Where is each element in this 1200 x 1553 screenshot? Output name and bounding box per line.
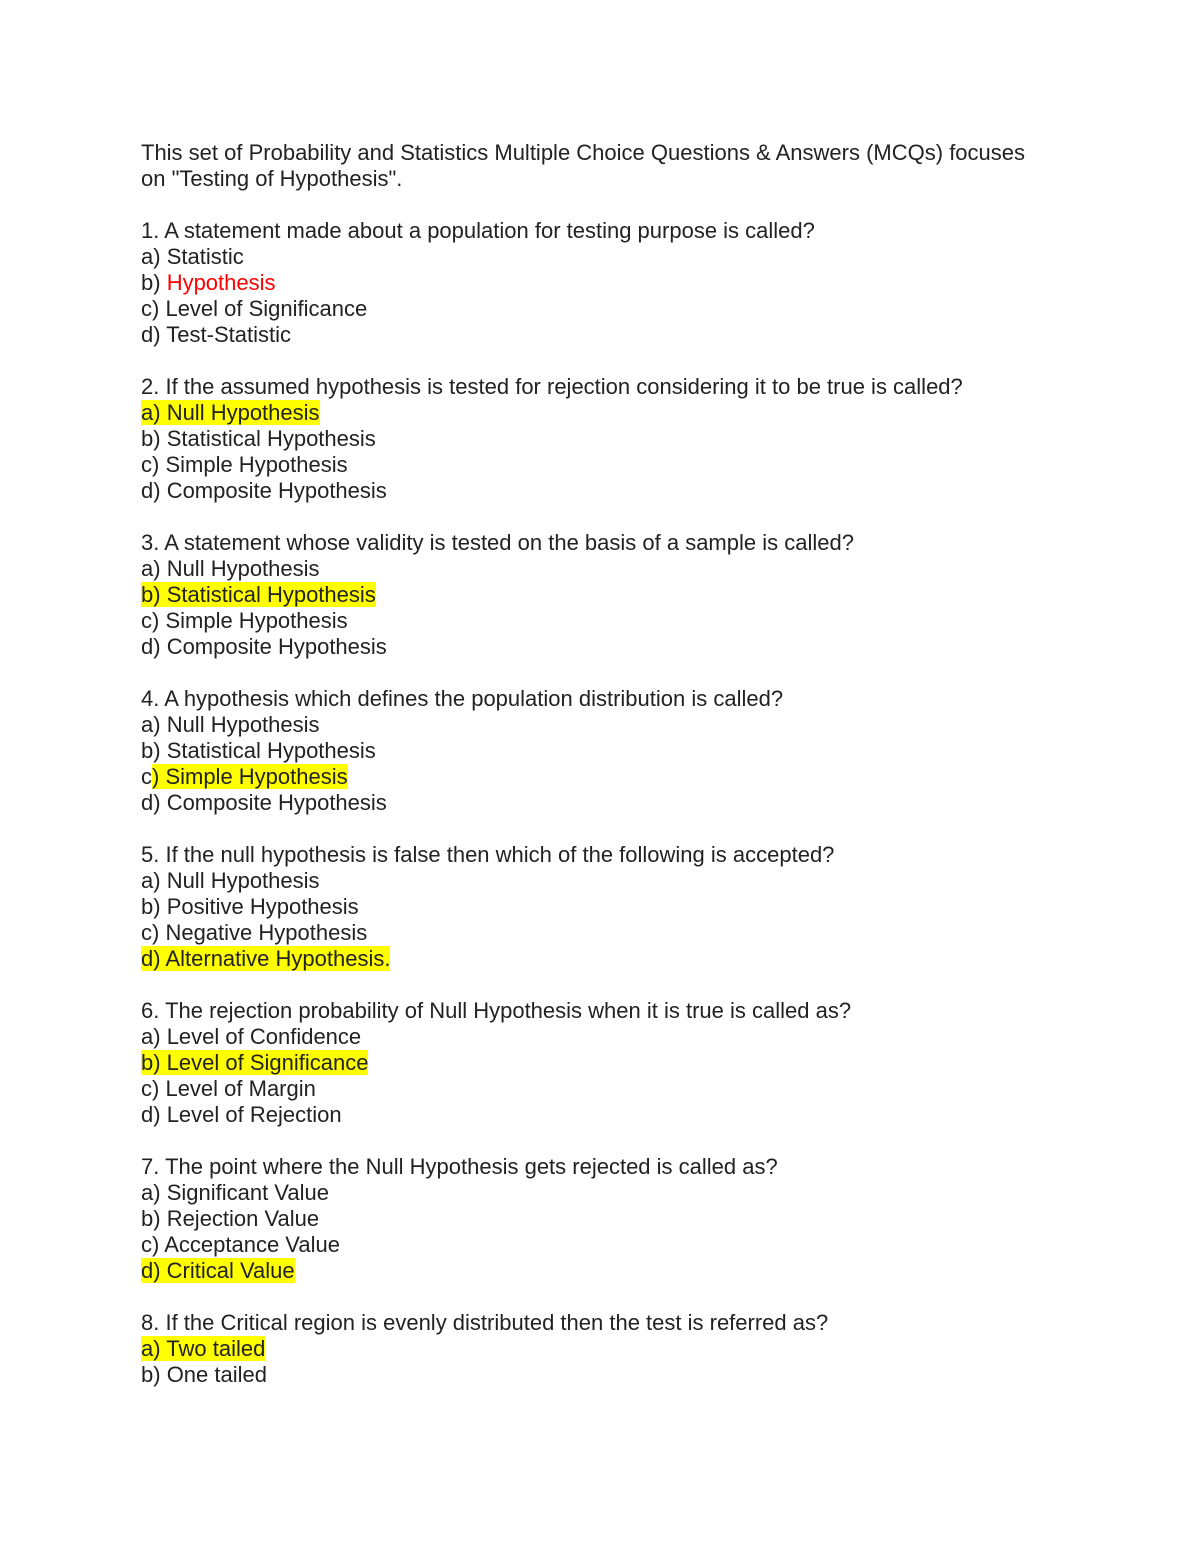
option-d [141,1102,1101,1128]
option-prefix: a) [141,556,167,581]
option-a [141,556,1101,582]
option-prefix: b) [141,894,167,919]
question-stem: 7. The point where the Null Hypothesis gets rejected is called as? [141,1154,778,1179]
option-b [141,1050,1101,1076]
intro-line: This set of Probability and Statistics Multiple Choice Questions & Answers (MCQs) focuses [141,140,1026,165]
option-prefix: c) [141,452,166,477]
option-c [141,1076,1101,1102]
option-prefix: c) [141,1076,166,1101]
option-d [141,790,1101,816]
option-prefix: a) [141,1024,167,1049]
option-prefix: b) [141,270,167,295]
option-text: Statistical Hypothesis [166,582,376,607]
option-c [141,296,1101,322]
option-b [141,894,1101,920]
intro-paragraph [141,140,1101,192]
question-1 [141,218,1101,348]
option-text: Level of Rejection [166,1102,342,1127]
answer-highlight: d) Critical Value [141,1258,295,1283]
option-text: Statistic [166,244,244,269]
option-prefix: b) [141,1362,167,1387]
option-prefix: b) [141,426,167,451]
question-7 [141,1154,1101,1284]
option-text: One tailed [166,1362,267,1387]
option-b [141,738,1101,764]
intro-line: on "Testing of Hypothesis". [141,166,403,191]
option-text: Composite Hypothesis [166,634,387,659]
option-text: Negative Hypothesis [165,920,368,945]
option-text: Statistical Hypothesis [166,738,376,763]
option-c [141,608,1101,634]
option-text: Positive Hypothesis [166,894,359,919]
option-prefix: b) [141,738,167,763]
option-a [141,712,1101,738]
option-prefix: b) [141,1206,167,1231]
option-text: Level of Significance [165,296,368,321]
document-page [141,140,1101,1414]
option-prefix: c) [141,296,166,321]
option-text: Test-Statistic [166,322,291,347]
option-c [141,920,1101,946]
option-b [141,426,1101,452]
option-text: Acceptance Value [164,1232,340,1257]
option-d [141,1258,1101,1284]
option-text: Null Hypothesis [166,400,320,425]
option-prefix: c [141,764,152,789]
option-prefix: c) [141,1232,165,1257]
answer-highlight: b) Level of Significance [141,1050,369,1075]
option-d [141,946,1101,972]
option-prefix: d) [141,322,167,347]
option-text: Level of Margin [165,1076,316,1101]
answer-highlight [141,582,376,607]
option-text: Null Hypothesis [166,868,320,893]
option-text: Null Hypothesis [166,712,320,737]
option-prefix: a) [141,712,167,737]
question-stem: 6. The rejection probability of Null Hypothesis when it is true is called as? [141,998,852,1023]
answer-highlight: a) Two tailed [141,1336,266,1361]
question-5 [141,842,1101,972]
question-stem: 4. A hypothesis which defines the population distribution is called? [141,686,784,711]
option-a [141,868,1101,894]
answer-highlight: ) Simple Hypothesis [152,764,348,789]
question-stem: 1. A statement made about a population for testing purpose is called? [141,218,815,243]
option-a [141,244,1101,270]
question-stem: 3. A statement whose validity is tested on the basis of a sample is called? [141,530,854,555]
option-b [141,1362,1101,1388]
option-text: Simple Hypothesis [165,608,348,633]
option-text: Composite Hypothesis [166,478,387,503]
option-text: Statistical Hypothesis [166,426,376,451]
question-3 [141,530,1101,660]
option-d [141,634,1101,660]
option-c [141,452,1101,478]
option-prefix: d) [141,790,167,815]
question-4 [141,686,1101,816]
option-prefix: d) [141,634,167,659]
option-prefix: d) [141,1102,167,1127]
option-text: Rejection Value [166,1206,320,1231]
answer-highlight: d) Alternative Hypothesis. [141,946,391,971]
option-prefix: a) [141,1180,167,1205]
option-text: Level of Confidence [166,1024,362,1049]
option-text: Simple Hypothesis [165,452,348,477]
option-d [141,478,1101,504]
option-a [141,1336,1101,1362]
option-text: Composite Hypothesis [166,790,387,815]
question-stem: 5. If the null hypothesis is false then which of the following is accepted? [141,842,835,867]
question-stem: 2. If the assumed hypothesis is tested for rejection considering it to be true is called? [141,374,963,399]
option-a [141,400,1101,426]
option-c [141,1232,1101,1258]
option-text: Significant Value [166,1180,329,1205]
option-c [141,764,1101,790]
option-a [141,1024,1101,1050]
option-prefix: a) [141,868,167,893]
option-d [141,322,1101,348]
answer-text-red: Hypothesis [166,270,276,295]
question-stem: 8. If the Critical region is evenly distributed then the test is referred as? [141,1310,829,1335]
option-text: Null Hypothesis [166,556,320,581]
option-prefix: a) [141,400,167,425]
answer-highlight [141,400,320,425]
option-b [141,582,1101,608]
option-prefix: d) [141,478,167,503]
option-prefix: c) [141,608,166,633]
option-prefix: b) [141,582,167,607]
option-b [141,270,1101,296]
question-2 [141,374,1101,504]
option-a [141,1180,1101,1206]
question-6 [141,998,1101,1128]
option-prefix: c) [141,920,166,945]
question-8 [141,1310,1101,1388]
option-prefix: a) [141,244,167,269]
option-b [141,1206,1101,1232]
